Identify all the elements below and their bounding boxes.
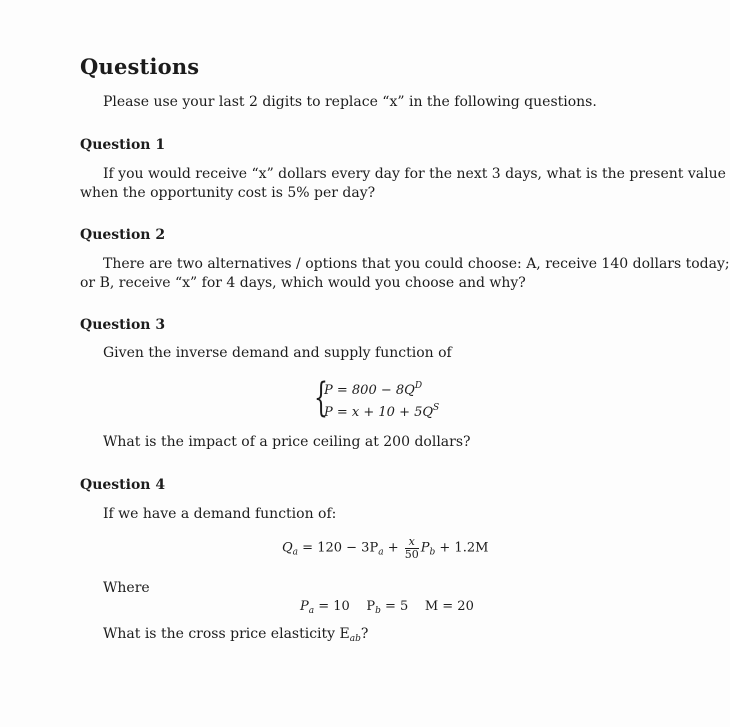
question-3-text: What is the impact of a price ceiling at 200 dollars? [103, 434, 471, 450]
question-4-heading: Question 4 [80, 477, 166, 493]
question-1-heading: Question 1 [80, 137, 166, 153]
question-2-line-1: There are two alternatives / options that you could choose: A, receive 140 dollars today; [103, 256, 730, 272]
system-brace: { [314, 375, 328, 421]
equation-demand: $P = 800 - 8Q^D$ [324, 381, 423, 398]
demand-equation: $Q_a = 120 - 3P_a$ + $\frac{x}{50}$ $P_b + 1.2M$ [282, 535, 489, 561]
intro-text: Please use your last 2 digits to replace “x” in the following questions. [103, 94, 597, 110]
question-2-heading: Question 2 [80, 227, 166, 243]
given-values: $P_a = 10$ $P_b = 5$ M = 20 [300, 599, 474, 616]
question-2-line-2: or B, receive “x” for 4 days, which would you choose and why? [80, 275, 526, 291]
question-4-line-1: If we have a demand function of: [103, 506, 337, 522]
question-1-line-1: If you would receive “x” dollars every day for the next 3 days, what is the present value [103, 166, 726, 182]
question-4-text: What is the cross price elasticity $E_{ab}$? [103, 626, 369, 644]
question-3-heading: Question 3 [80, 317, 166, 333]
page-title: Questions [80, 54, 200, 79]
where-label: Where [103, 580, 150, 596]
question-3-line-1: Given the inverse demand and supply function of [103, 345, 452, 361]
fraction-x-over-50: $\frac{x}{50}$ [404, 535, 419, 561]
question-1-line-2: when the opportunity cost is 5% per day? [80, 185, 376, 201]
equation-supply: $P = x + 10 + 5Q^S$ [324, 403, 440, 420]
